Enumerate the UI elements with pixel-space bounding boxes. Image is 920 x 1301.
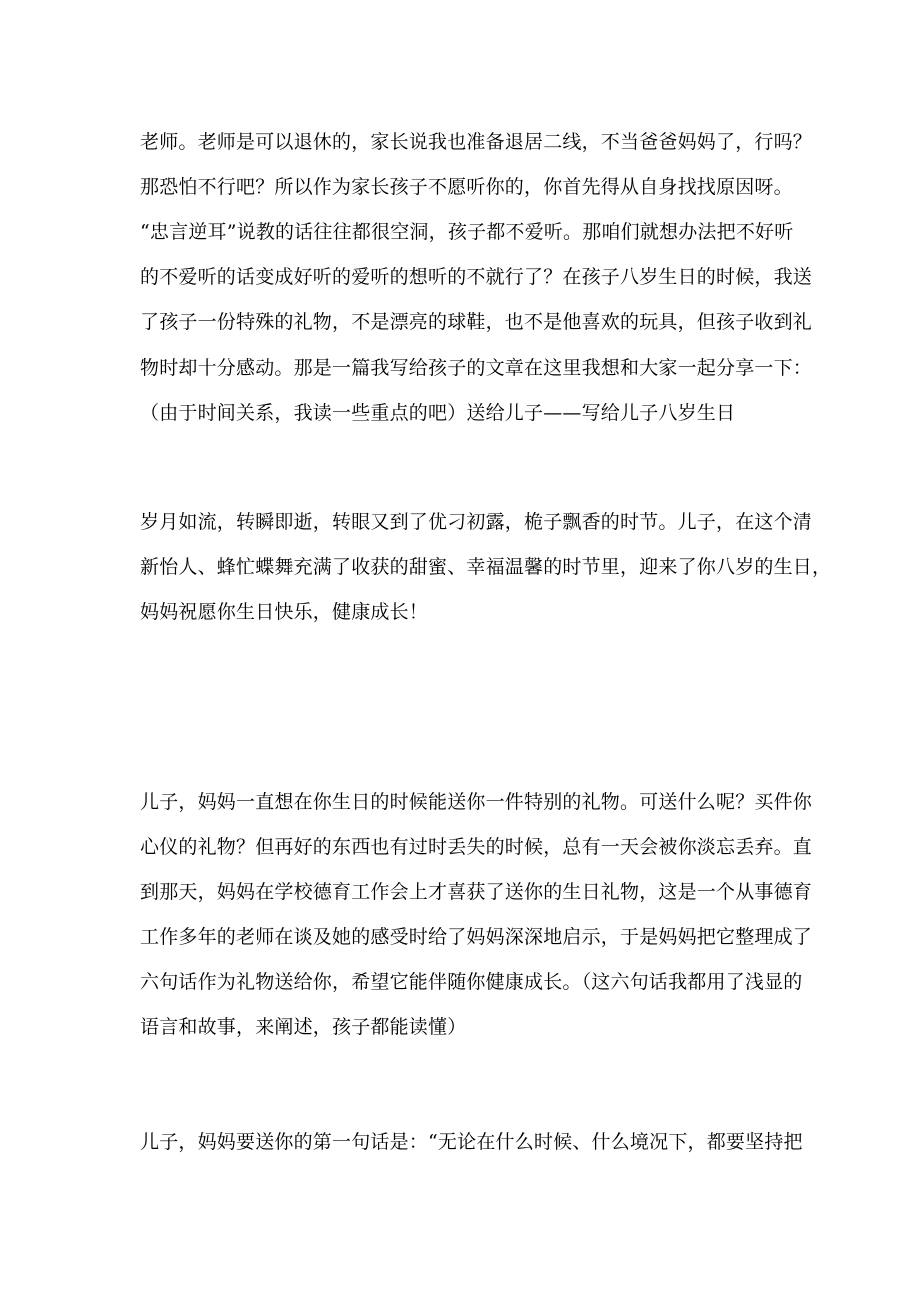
- text-line: 儿子，妈妈要送你的第一句话是：“无论在什么时候、什么境况下，都要坚持把: [140, 1131, 803, 1153]
- text-line: 岁月如流，转瞬即逝，转眼又到了优刁初露，桅子飘香的时节。儿子，在这个清: [140, 511, 813, 533]
- text-line: 的不爱听的话变成好听的爱听的想听的不就行了？在孩子八岁生日的时候，我送: [140, 266, 813, 288]
- text-line: （由于时间关系，我读一些重点的吧）送给儿子——写给儿子八岁生日: [140, 402, 736, 424]
- text-line: 新怡人、蜂忙蝶舞充满了收获的甜蜜、幸福温馨的时节里，迎来了你八岁的生日，: [140, 556, 832, 578]
- text-line: 妈妈祝愿你生日快乐，健康成长！: [140, 601, 429, 623]
- text-line: 工作多年的老师在谈及她的感受时给了妈妈深深地启示，于是妈妈把它整理成了: [140, 926, 813, 948]
- text-line: 六句话作为礼物送给你，希望它能伴随你健康成长。（这六句话我都用了浅显的: [140, 971, 803, 993]
- text-line: 老师。老师是可以退休的，家长说我也准备退居二线，不当爸爸妈妈了，行吗？: [140, 131, 813, 153]
- text-line: 物时却十分感动。那是一篇我写给孩子的文章在这里我想和大家一起分享一下：: [140, 357, 813, 379]
- text-line: 那恐怕不行吧？所以作为家长孩子不愿听你的，你首先得从自身找找原因呀。: [140, 176, 793, 198]
- text-line: 心仪的礼物？但再好的东西也有过时丢失的时候，总有一天会被你淡忘丢弃。直: [140, 836, 813, 858]
- text-line: 到那天，妈妈在学校德育工作会上才喜获了送你的生日礼物，这是一个从事德育: [140, 881, 813, 903]
- text-line: 语言和故事，来阐述，孩子都能读懂）: [140, 1016, 467, 1038]
- text-line: 儿子，妈妈一直想在你生日的时候能送你一件特别的礼物。可送什么呢？买件你: [140, 791, 813, 813]
- text-line: 了孩子一份特殊的礼物，不是漂亮的球鞋，也不是他喜欢的玩具，但孩子收到礼: [140, 311, 813, 333]
- text-line: “忠言逆耳”说教的话往往都很空洞，孩子都不爱听。那咱们就想办法把不好听: [140, 221, 794, 243]
